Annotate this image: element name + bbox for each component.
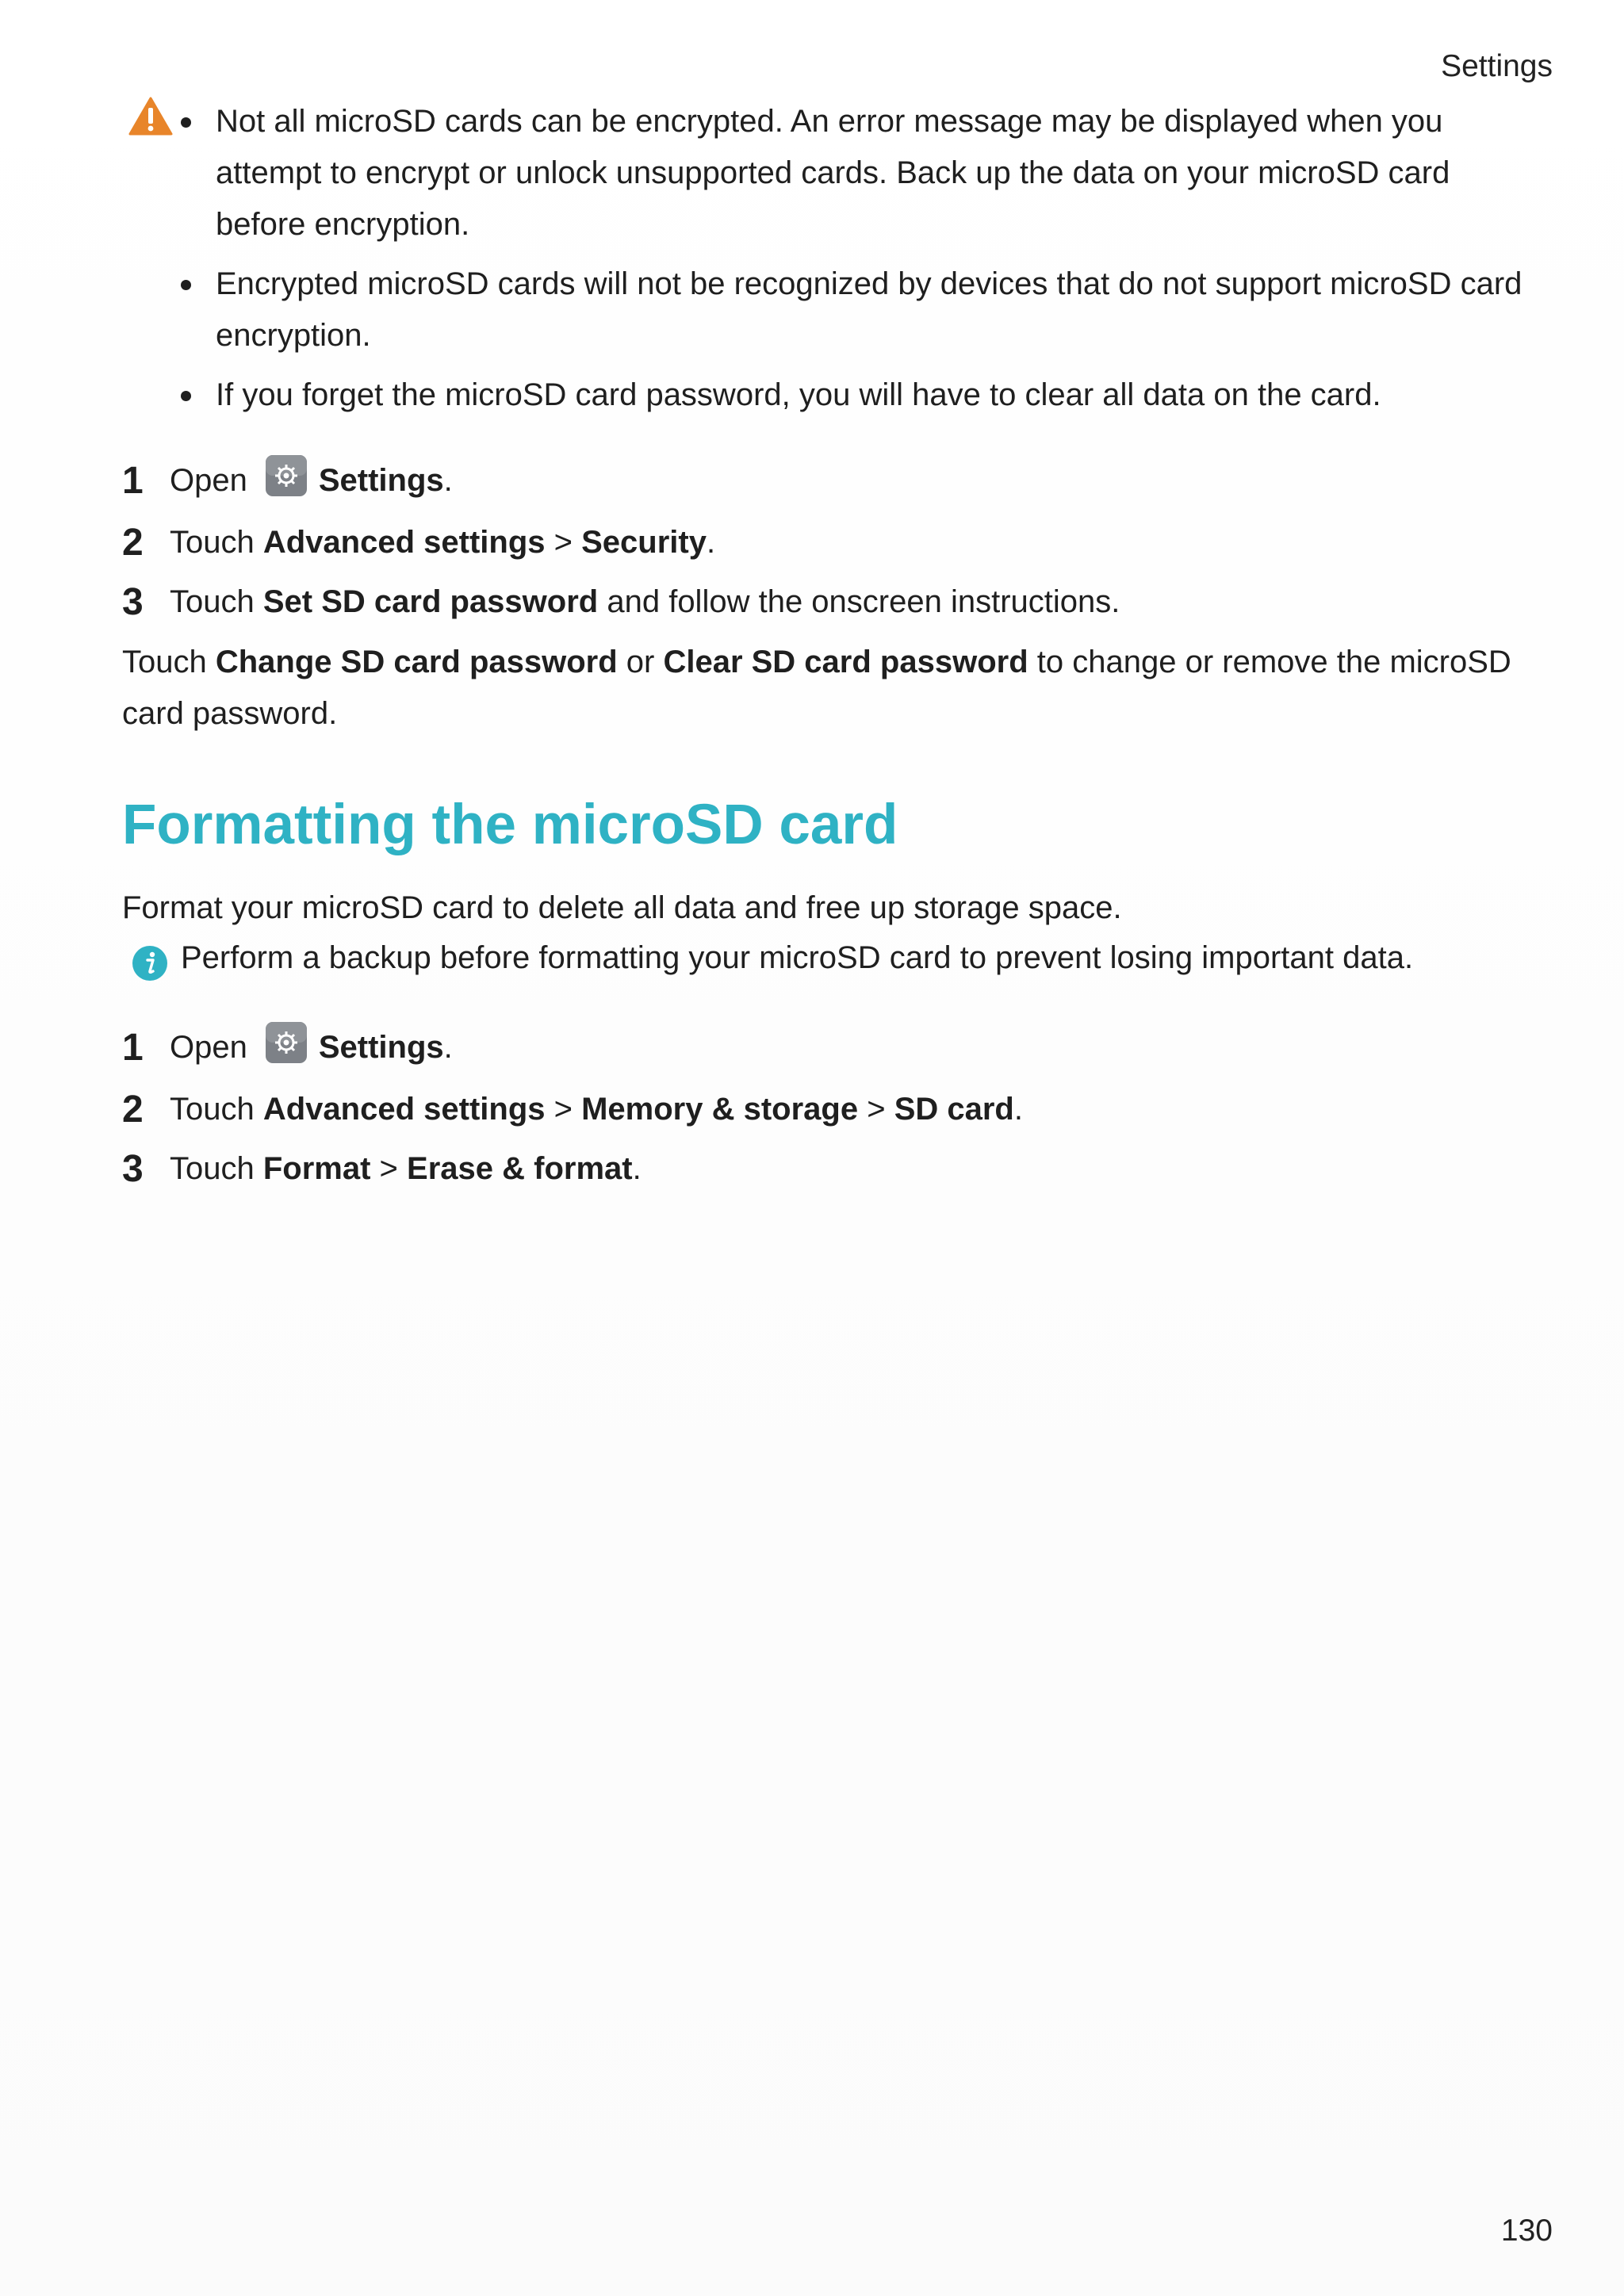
step-separator: > xyxy=(370,1151,408,1186)
step-bold: Set SD card password xyxy=(262,584,599,619)
step-bold: Advanced settings xyxy=(262,1092,546,1127)
step-number: 3 xyxy=(122,581,144,623)
note-text: to change or remove the microSD card password. xyxy=(122,645,1511,731)
step-3-set-password xyxy=(122,576,1120,628)
settings-gear-icon xyxy=(265,1021,308,1064)
step-text: Open xyxy=(170,1030,247,1065)
format-intro: Format your microSD card to delete all data and free up storage space. xyxy=(122,890,1122,925)
step-text: Touch xyxy=(170,1151,263,1186)
step-text: Touch xyxy=(170,1092,263,1127)
change-password-note xyxy=(122,637,1518,740)
info-icon xyxy=(132,945,168,982)
step-text: . xyxy=(443,1030,453,1065)
step-number: 2 xyxy=(122,522,144,564)
step-text: . xyxy=(1013,1092,1023,1127)
step-1-open-settings xyxy=(122,455,453,507)
step-2-security xyxy=(122,517,715,568)
format-step-3-erase xyxy=(122,1143,642,1195)
step-text: . xyxy=(706,525,716,560)
step-text: Touch xyxy=(170,584,263,619)
step-text: Open xyxy=(170,463,247,498)
step-bold: Memory & storage xyxy=(581,1092,859,1127)
step-number: 3 xyxy=(122,1148,144,1190)
step-separator: > xyxy=(545,525,582,560)
note-bold: Change SD card password xyxy=(215,645,618,679)
step-text: . xyxy=(632,1151,642,1186)
step-bold: Format xyxy=(262,1151,371,1186)
step-text: and follow the onscreen instructions. xyxy=(598,584,1120,619)
step-text: . xyxy=(443,463,453,498)
section-title: Formatting the microSD card xyxy=(122,794,898,856)
step-bold: Advanced settings xyxy=(262,525,546,560)
step-separator: > xyxy=(858,1092,894,1127)
step-separator: > xyxy=(545,1092,582,1127)
format-step-2-sd-card xyxy=(122,1084,1023,1135)
step-bold: Erase & format xyxy=(407,1151,633,1186)
warning-triangle-icon xyxy=(128,97,173,136)
step-text: Touch xyxy=(170,525,263,560)
running-header: Settings xyxy=(1441,49,1553,83)
settings-gear-icon xyxy=(265,454,308,497)
format-step-1-open-settings xyxy=(122,1022,453,1073)
step-bold: Settings xyxy=(318,463,444,498)
warning-item: Encrypted microSD cards will not be recognized by devices that do not support microSD card encryption. xyxy=(179,258,1527,362)
note-text: Touch xyxy=(122,645,216,679)
step-number: 1 xyxy=(122,1027,144,1069)
step-number: 2 xyxy=(122,1089,144,1131)
note-text: or xyxy=(617,645,664,679)
warning-item: If you forget the microSD card password, you will have to clear all data on the card. xyxy=(179,369,1527,421)
step-number: 1 xyxy=(122,460,144,502)
step-bold: SD card xyxy=(894,1092,1014,1127)
info-note: Perform a backup before formatting your microSD card to prevent losing important data. xyxy=(181,940,1414,975)
step-bold: Security xyxy=(581,525,707,560)
page-number: 130 xyxy=(1500,2214,1553,2248)
step-bold: Settings xyxy=(318,1030,444,1065)
warning-item: Not all microSD cards can be encrypted. An error message may be displayed when you attempt to encrypt or unlock unsupported cards. Back up the data on your microSD card before encryption. xyxy=(179,96,1527,251)
warning-list xyxy=(179,96,1527,429)
note-bold: Clear SD card password xyxy=(663,645,1028,679)
